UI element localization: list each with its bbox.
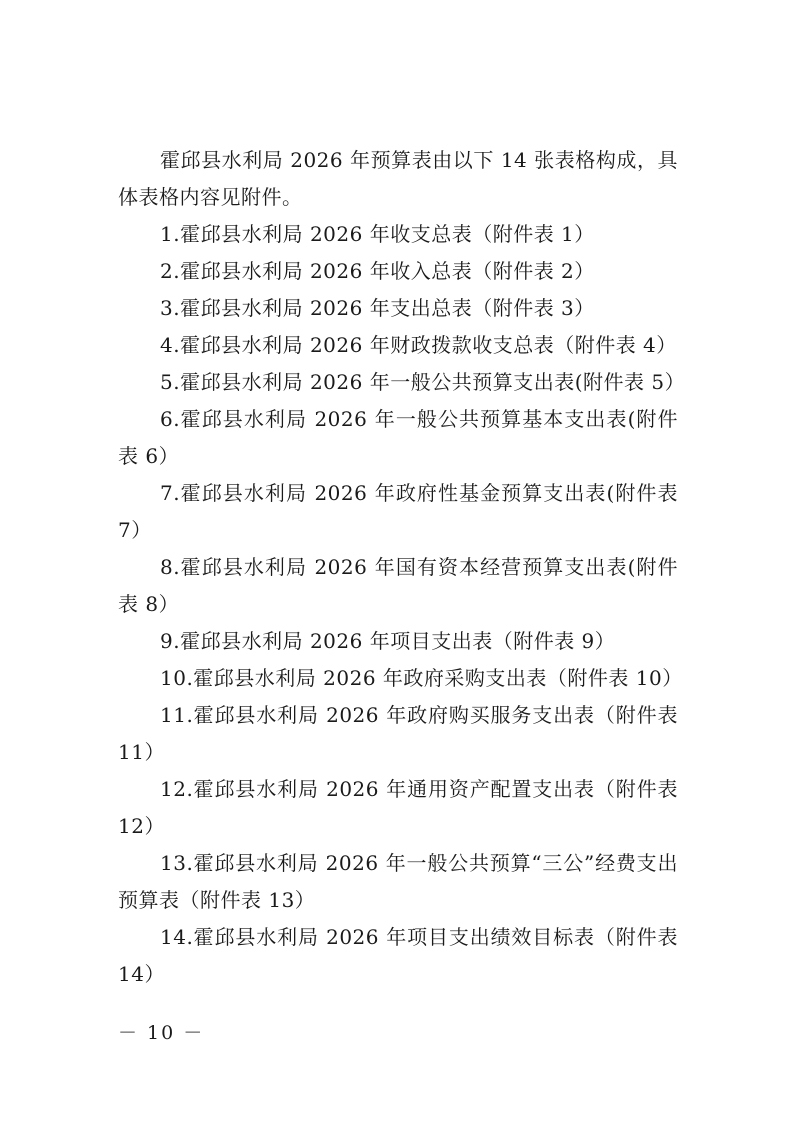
list-item-2: 2.霍邱县水利局 2026 年收入总表（附件表 2） <box>160 259 595 283</box>
list-item-10: 10.霍邱县水利局 2026 年政府采购支出表（附件表 10） <box>160 666 683 690</box>
list-item-8: 8.霍邱县水利局 2026 年国有资本经营预算支出表(附件表 8） <box>118 555 678 616</box>
intro-paragraph: 霍邱县水利局 2026 年预算表由以下 14 张表格构成，具体表格内容见附件。 <box>118 148 678 209</box>
list-item-12: 12.霍邱县水利局 2026 年通用资产配置支出表（附件表 12） <box>118 777 678 838</box>
list-item-4: 4.霍邱县水利局 2026 年财政拨款收支总表（附件表 4） <box>160 333 677 357</box>
page-number: － 10 － <box>118 1022 205 1044</box>
attachment-table-list <box>118 216 686 993</box>
list-item-3: 3.霍邱县水利局 2026 年支出总表（附件表 3） <box>160 296 595 320</box>
list-item-9: 9.霍邱县水利局 2026 年项目支出表（附件表 9） <box>160 629 616 653</box>
list-item-6: 6.霍邱县水利局 2026 年一般公共预算基本支出表(附件表 6） <box>118 407 678 468</box>
list-item-1: 1.霍邱县水利局 2026 年收支总表（附件表 1） <box>160 222 595 246</box>
list-item-5: 5.霍邱县水利局 2026 年一般公共预算支出表(附件表 5） <box>160 370 686 394</box>
list-item-13: 13.霍邱县水利局 2026 年一般公共预算“三公”经费支出预算表（附件表 13） <box>118 851 678 912</box>
document-body <box>118 142 686 993</box>
list-item-14: 14.霍邱县水利局 2026 年项目支出绩效目标表（附件表 14） <box>118 925 678 986</box>
list-item-7: 7.霍邱县水利局 2026 年政府性基金预算支出表(附件表 7） <box>118 481 678 542</box>
list-item-11: 11.霍邱县水利局 2026 年政府购买服务支出表（附件表 11） <box>118 703 678 764</box>
